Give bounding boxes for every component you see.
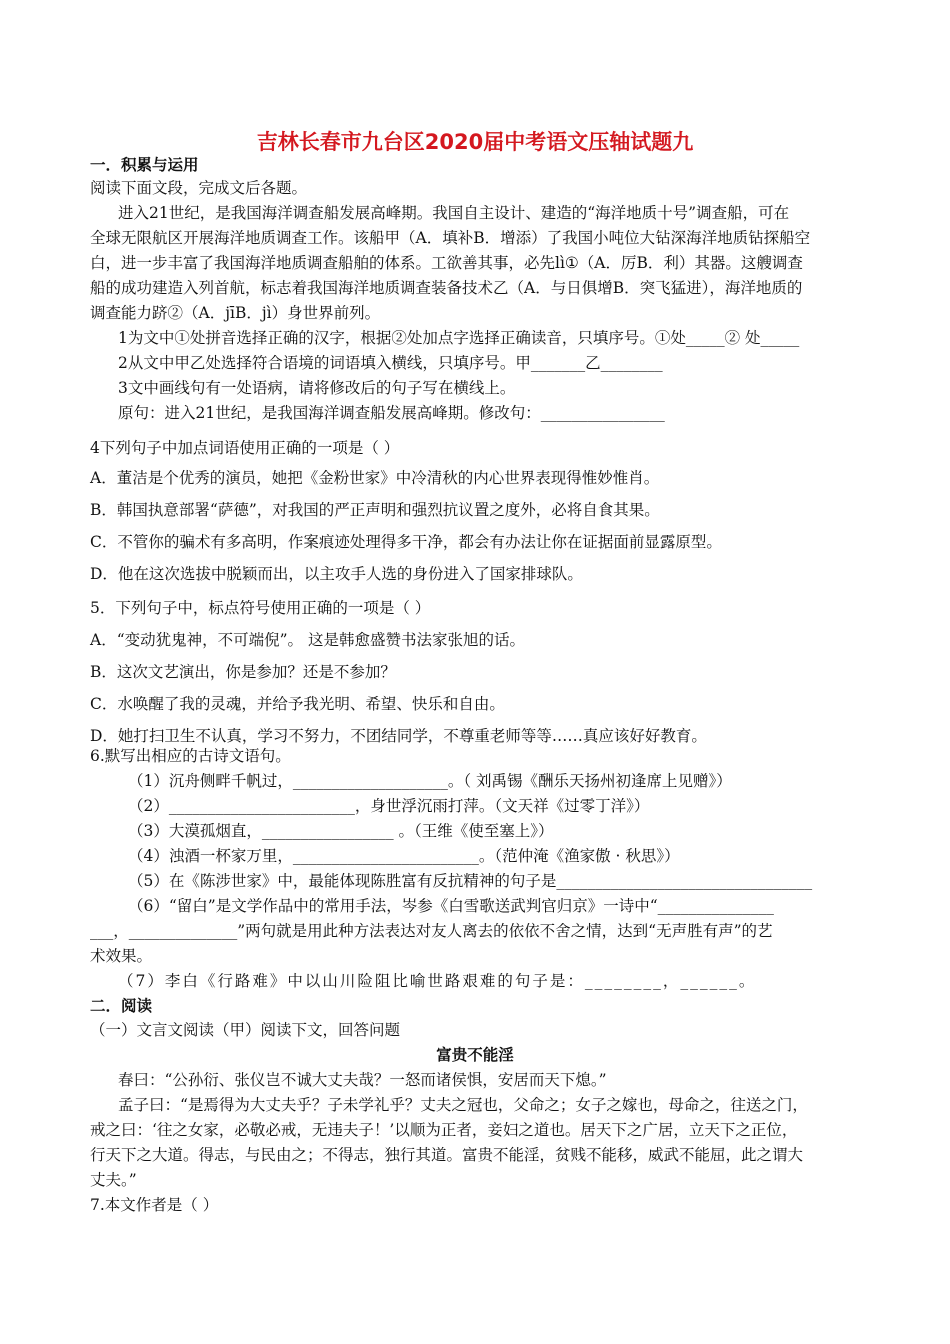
paragraph-line: 调查能力跻②（A．jīB．jì）身世界前列。 xyxy=(90,304,381,322)
fill-line: （1）沉舟侧畔千帆过，____________________。（ 刘禹锡《酬乐天扬州初逢席上见赠》） xyxy=(128,772,732,790)
option-a: A．“变动犹鬼神，不可端倪”。 这是韩愈盛赞书法家张旭的话。 xyxy=(90,631,525,649)
passage-line: 孟子曰：“是焉得为大丈夫乎？子未学礼乎？丈夫之冠也，父命之；女子之嫁也，母命之，往送之门， xyxy=(118,1096,808,1114)
fill-line: （3）大漠孤烟直，_________________ 。（王维《使至塞上》） xyxy=(128,822,554,840)
passage-line: 戒之曰：‘往之女家，必敬必戒，无违夫子！’以顺为正者，妾妇之道也。居天下之广居，立天下之正位， xyxy=(90,1121,798,1139)
fill-line: 术效果。 xyxy=(90,947,153,965)
question-1: 1为文中①处拼音选择正确的汉字，根据②处加点字选择正确读音，只填序号。①处_____② 处_____ xyxy=(118,329,800,347)
option-d: D．她打扫卫生不认真，学习不努力，不团结同学，不尊重老师等等……真应该好好教育。 xyxy=(90,727,707,745)
question-3-original: 原句：进入21世纪，是我国海洋调查船发展高峰期。修改句：________________ xyxy=(118,404,665,422)
option-b: B．这次文艺演出，你是参加？还是不参加？ xyxy=(90,663,396,681)
passage-line: 丈夫。” xyxy=(90,1171,137,1189)
question-3: 3文中画线句有一处语病，请将修改后的句子写在横线上。 xyxy=(118,379,516,397)
question-7: 7.本文作者是（ ） xyxy=(90,1196,219,1214)
option-c: C．不管你的骗术有多高明，作案痕迹处理得多干净，都会有办法让你在证据面前显露原型。 xyxy=(90,533,722,551)
question-6: 6.默写出相应的古诗文语句。 xyxy=(90,747,291,765)
fill-line: （2）________________________，身世浮沉雨打萍。（文天祥《过零丁洋》） xyxy=(128,797,650,815)
option-c: C．水唤醒了我的灵魂，并给予我光明、希望、快乐和自由。 xyxy=(90,695,505,713)
section-heading-2: 二．阅读 xyxy=(90,997,153,1015)
page-title: 吉林长春市九台区2020届中考语文压轴试题九 xyxy=(256,130,694,154)
question-4: 4下列句子中加点词语使用正确的一项是（ ） xyxy=(90,439,400,457)
passage-title: 富贵不能淫 xyxy=(436,1046,514,1064)
paragraph-line: 进入21世纪，是我国海洋调查船发展高峰期。我国自主设计、建造的“海洋地质十号”调查船，可在 xyxy=(118,204,790,222)
option-b: B．韩国执意部署“萨德”，对我国的严正声明和强烈抗议置之度外，必将自食其果。 xyxy=(90,501,660,519)
fill-line: （7）李白《行路难》中以山川险阻比喻世路艰难的句子是：________，______。 xyxy=(118,972,757,990)
fill-line: （6）“留白”是文学作品中的常用手法，岑参《白雪歌送武判官归京》一诗中“_______________ xyxy=(128,897,774,915)
fill-line: ___，______________”两句就是用此种方法表达对友人离去的依依不舍之情，达到“无声胜有声”的艺 xyxy=(90,922,773,940)
question-5: 5．下列句子中，标点符号使用正确的一项是（ ） xyxy=(90,599,431,617)
fill-line: （4）浊酒一杯家万里，________________________。（范仲淹《渔家傲 · 秋思》） xyxy=(128,847,680,865)
paragraph-line: 全球无限航区开展海洋地质调查工作。该船甲（A．填补B．增添）了我国小吨位大钻深海洋地质钻探船空 xyxy=(90,229,811,247)
option-a: A．董洁是个优秀的演员，她把《金粉世家》中冷清秋的内心世界表现得惟妙惟肖。 xyxy=(90,469,660,487)
paragraph-line: 白，进一步丰富了我国海洋地质调查船舶的体系。工欲善其事，必先lì①（A．厉B．利）其器。这艘调查 xyxy=(90,254,803,272)
passage-line: 行天下之大道。得志，与民由之；不得志，独行其道。富贵不能淫，贫贱不能移，威武不能屈，此之谓大 xyxy=(90,1146,804,1164)
section-heading-1: 一．积累与运用 xyxy=(90,156,199,174)
option-d: D．他在这次选拔中脱颖而出，以主攻手人选的身份进入了国家排球队。 xyxy=(90,565,583,583)
reading-instruction: （一）文言文阅读（甲）阅读下文，回答问题 xyxy=(90,1021,401,1039)
paragraph-line: 船的成功建造入列首航，标志着我国海洋地质调查装备技术乙（A．与日俱增B．突飞猛进），海洋地质的 xyxy=(90,279,803,297)
instruction-text: 阅读下面文段，完成文后各题。 xyxy=(90,179,308,197)
passage-line: 春曰：“公孙衍、张仪岂不诚大丈夫哉？一怒而诸侯惧，安居而天下熄。” xyxy=(118,1071,607,1089)
question-2: 2从文中甲乙处选择符合语境的词语填入横线，只填序号。甲_______乙________ xyxy=(118,354,663,372)
fill-line: （5）在《陈涉世家》中，最能体现陈胜富有反抗精神的句子是_________________________________ xyxy=(128,872,813,890)
